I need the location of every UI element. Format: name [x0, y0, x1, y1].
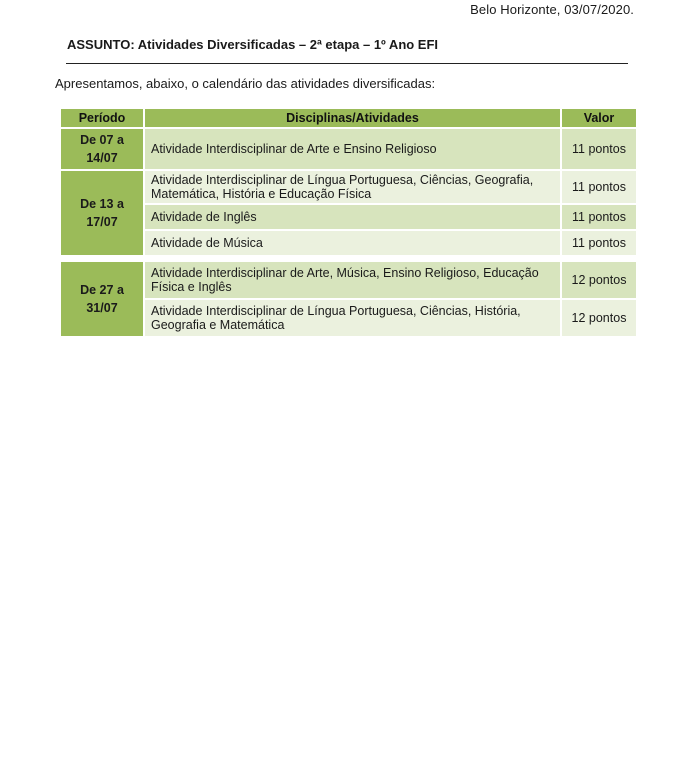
table-row	[61, 231, 636, 255]
activity-cell: Atividade Interdisciplinar de Arte e Ensino Religioso	[145, 129, 560, 169]
table-row	[61, 300, 636, 336]
header-activities: Disciplinas/Atividades	[145, 109, 560, 127]
value-cell: 11 pontos	[562, 171, 636, 203]
period-cell-3: De 27 a 31/07	[61, 262, 143, 336]
value-cell: 12 pontos	[562, 300, 636, 336]
table-header-row	[61, 109, 636, 127]
subject-divider	[66, 63, 628, 64]
value-cell: 12 pontos	[562, 262, 636, 298]
table-row	[61, 205, 636, 229]
activity-cell: Atividade de Música	[145, 231, 560, 255]
group-spacer-cell	[61, 257, 636, 260]
activity-cell: Atividade Interdisciplinar de Língua Portuguesa, Ciências, Geografia, Matemática, História e Educação Física	[145, 171, 560, 203]
value-cell: 11 pontos	[562, 231, 636, 255]
activities-schedule-table	[59, 107, 638, 338]
group-spacer	[61, 257, 636, 260]
table-row	[61, 262, 636, 298]
document-subject: ASSUNTO: Atividades Diversificadas – 2ª etapa – 1º Ano EFI	[67, 37, 439, 52]
activity-cell: Atividade Interdisciplinar de Língua Portuguesa, Ciências, História, Geografia e Matemática	[145, 300, 560, 336]
activity-cell: Atividade Interdisciplinar de Arte, Música, Ensino Religioso, Educação Física e Inglês	[145, 262, 560, 298]
activity-cell: Atividade de Inglês	[145, 205, 560, 229]
period-cell-1: De 07 a 14/07	[61, 129, 143, 169]
header-value: Valor	[562, 109, 636, 127]
intro-text: Apresentamos, abaixo, o calendário das atividades diversificadas:	[55, 76, 436, 91]
header-period: Período	[61, 109, 143, 127]
value-cell: 11 pontos	[562, 129, 636, 169]
table-row	[61, 129, 636, 169]
table-row	[61, 171, 636, 203]
period-cell-2: De 13 a 17/07	[61, 171, 143, 255]
value-cell: 11 pontos	[562, 205, 636, 229]
document-date: Belo Horizonte, 03/07/2020.	[470, 2, 634, 17]
